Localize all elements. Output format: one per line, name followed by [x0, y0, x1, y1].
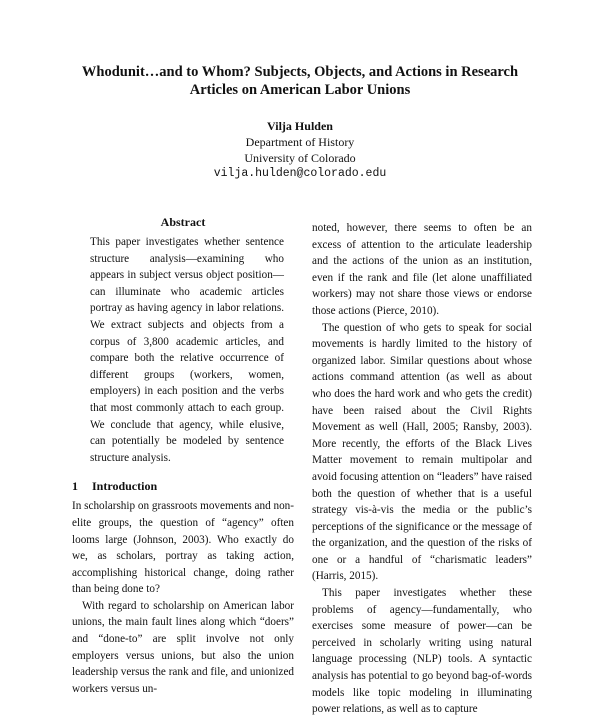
- title-line-2: Articles on American Labor Unions: [189, 82, 411, 98]
- author-name: Vilja Hulden: [267, 119, 333, 133]
- right-column: [312, 220, 532, 718]
- section-title: Introduction: [92, 479, 158, 494]
- right-paragraph-3: This paper investigates whether these problems of agency—fundamentally, who exercises some measure of power—can be perceived in scholarly writing using natural language processing (NLP) tools. A syntactic analysis has potential to go beyond bag-of-words models like topic modeling in illuminating power relations, as well as to capture: [312, 587, 532, 716]
- right-paragraph-2: The question of who gets to speak for social movements is hardly limited to the history of organized labor. Similar questions about whose actions command attention (as well as about who does the hard work and who gets the credit) have been raised about the Civil Rights Movement as well (Hall, 2005; Ransby, 2003). More recently, the efforts of the Black Lives Matter movement to remain multipolar and avoid focusing attention on “leaders” have raised both the question of whether that is a useful strategy vis-à-vis the media or the public’s perceptions of the significance or the message of the organization, and the question of the risks of one or a handful of “charismatic leaders” (Harris, 2015).: [312, 321, 532, 583]
- author-email[interactable]: vilja.hulden@colorado.edu: [213, 167, 387, 180]
- section-number: 1: [72, 479, 78, 494]
- right-paragraph-1: noted, however, there seems to often be an excess of attention to the articulate leadership and the actions of the union as an institution, even if the rank and file (let alone unaffiliated workers) may not share those views or endorse those actions (Pierce, 2010).: [312, 222, 532, 317]
- author-department: Department of History: [245, 135, 355, 149]
- intro-paragraph-2: With regard to scholarship on American labor unions, the main fault lines along which “doers” and “done-to” are split involve not only employers versus unions, but also the union leadership versus the rank and file, and unionized workers versus un-: [72, 599, 294, 695]
- section-heading-introduction: [72, 478, 294, 494]
- author-university: University of Colorado: [244, 151, 356, 165]
- title-line-1: Whodunit…and to Whom? Subjects, Objects, and Actions in Research: [81, 64, 519, 80]
- abstract-text: This paper investigates whether sentence structure analysis—examining who appears in subject versus object position—can illuminate who academic articles portray as having agency in labor relations. We extract subjects and objects from a corpus of 3,800 academic articles, and compare both the relative occurrence of different groups (workers, women, employers) in each position and the verbs that most commonly attach to each group. We conclude that agency, while elusive, can potentially be modeled by sentence structure analysis.: [90, 236, 284, 464]
- author-block: [100, 118, 500, 182]
- paper-title: [60, 63, 540, 99]
- abstract-heading: Abstract: [160, 215, 206, 229]
- intro-paragraph-1: In scholarship on grassroots movements and non-elite groups, the question of “agency” often looms large (Johnson, 2003). Who exactly do we, as scholars, portray as taking action, accomplishing historical change, doing rather than being done to?: [72, 500, 294, 596]
- left-column: [72, 214, 294, 697]
